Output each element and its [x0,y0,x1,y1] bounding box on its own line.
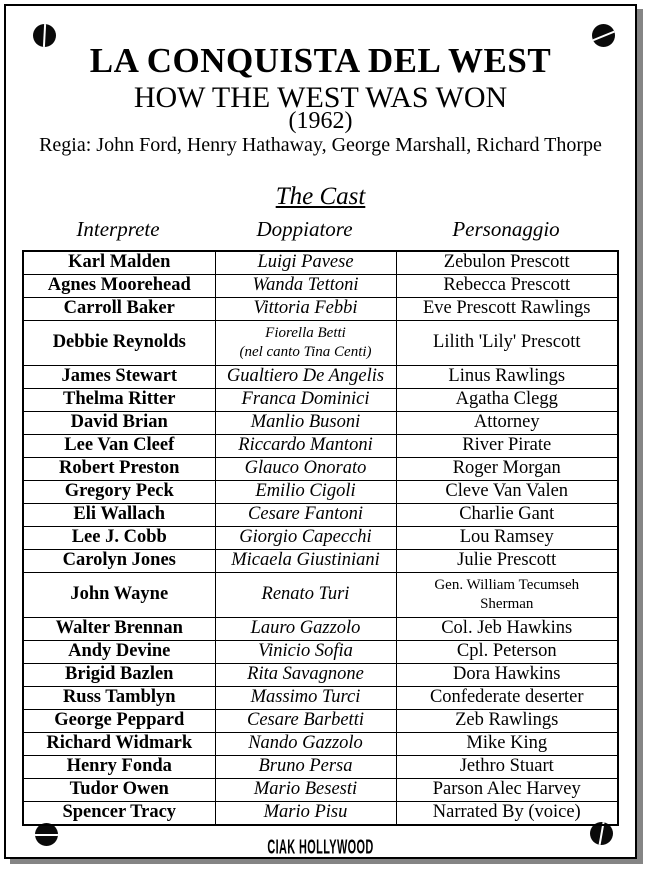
cast-cell-interprete: Tudor Owen [23,779,215,802]
cast-row [23,389,618,412]
movie-title-original: HOW THE WEST WAS WON [133,81,508,114]
column-headers [22,217,617,242]
cast-cell-interprete: Walter Brennan [23,618,215,641]
cast-row [23,504,618,527]
cast-row [23,527,618,550]
cast-cell-personaggio: Charlie Gant [396,504,618,527]
cast-cell-doppiatore: Glauco Onorato [215,458,396,481]
cast-cell-doppiatore: Vinicio Sofia [215,641,396,664]
screw-slot [35,834,58,836]
cast-cell-interprete: Carolyn Jones [23,550,215,573]
cast-cell-personaggio: Zeb Rawlings [396,710,618,733]
cast-cell-doppiatore: Renato Turi [215,573,396,618]
cast-table [22,250,619,826]
cast-row [23,641,618,664]
cast-cell-personaggio: Julie Prescott [396,550,618,573]
directors-line: Regia: John Ford, Henry Hathaway, George Marshall, Richard Thorpe [39,134,602,156]
cast-row [23,733,618,756]
cast-cell-interprete: Henry Fonda [23,756,215,779]
cast-cell-personaggio: Dora Hawkins [396,664,618,687]
cast-cell-doppiatore: Cesare Barbetti [215,710,396,733]
cast-cell-doppiatore: Micaela Giustiniani [215,550,396,573]
cast-cell-interprete: Eli Wallach [23,504,215,527]
cast-cell-doppiatore: Massimo Turci [215,687,396,710]
cast-cell-interprete: Brigid Bazlen [23,664,215,687]
cast-cell-personaggio: Lilith 'Lily' Prescott [396,321,618,366]
cast-cell-interprete: Lee Van Cleef [23,435,215,458]
cast-cell-doppiatore: Luigi Pavese [215,251,396,275]
cast-row [23,618,618,641]
cast-cell-doppiatore: Lauro Gazzolo [215,618,396,641]
cast-cell-interprete: James Stewart [23,366,215,389]
cast-cell-personaggio: Lou Ramsey [396,527,618,550]
cast-cell-interprete: Lee J. Cobb [23,527,215,550]
cast-cell-personaggio: Jethro Stuart [396,756,618,779]
cast-cell-doppiatore: Bruno Persa [215,756,396,779]
cast-cell-doppiatore: Vittoria Febbi [215,298,396,321]
cast-cell-interprete: Agnes Moorehead [23,275,215,298]
cast-cell-personaggio: Roger Morgan [396,458,618,481]
cast-row [23,802,618,826]
cast-cell-personaggio: Rebecca Prescott [396,275,618,298]
cast-cell-personaggio: Linus Rawlings [396,366,618,389]
cast-cell-interprete: John Wayne [23,573,215,618]
cast-cell-doppiatore: Nando Gazzolo [215,733,396,756]
cast-cell-doppiatore: Manlio Busoni [215,412,396,435]
cast-cell-personaggio: Eve Prescott Rawlings [396,298,618,321]
cast-cell-doppiatore: Riccardo Mantoni [215,435,396,458]
cast-cell-doppiatore: Rita Savagnone [215,664,396,687]
cast-cell-interprete: George Peppard [23,710,215,733]
cast-cell-personaggio: Col. Jeb Hawkins [396,618,618,641]
cast-cell-doppiatore: Giorgio Capecchi [215,527,396,550]
cast-row [23,481,618,504]
cast-row [23,458,618,481]
movie-title-italian: LA CONQUISTA DEL WEST [89,41,552,80]
cast-cell-interprete: Russ Tamblyn [23,687,215,710]
cast-row [23,321,618,366]
cast-cell-personaggio: Cleve Van Valen [396,481,618,504]
cast-sheet [4,4,637,859]
cast-cell-interprete: Thelma Ritter [23,389,215,412]
cast-cell-personaggio: Mike King [396,733,618,756]
cast-cell-interprete: Robert Preston [23,458,215,481]
cast-cell-doppiatore: Fiorella Betti (nel canto Tina Centi) [215,321,396,366]
cast-cell-personaggio: Cpl. Peterson [396,641,618,664]
cast-row [23,251,618,275]
cast-row [23,366,618,389]
cast-cell-personaggio: Gen. William Tecumseh Sherman [396,573,618,618]
cast-cell-personaggio: Attorney [396,412,618,435]
cast-cell-personaggio: Narrated By (voice) [396,802,618,826]
screw-bottom-left-icon [35,823,58,846]
cast-row [23,779,618,802]
cast-cell-doppiatore: Franca Dominici [215,389,396,412]
movie-year: (1962) [288,108,353,134]
cast-cell-personaggio: Confederate deserter [396,687,618,710]
cast-row [23,435,618,458]
cast-row [23,664,618,687]
cast-row [23,573,618,618]
cast-cell-doppiatore: Mario Pisu [215,802,396,826]
cast-cell-interprete: Carroll Baker [23,298,215,321]
cast-table-body [23,251,618,825]
cast-row [23,687,618,710]
cast-cell-interprete: David Brian [23,412,215,435]
cast-cell-doppiatore: Cesare Fantoni [215,504,396,527]
cast-cell-doppiatore: Emilio Cigoli [215,481,396,504]
cast-cell-personaggio: Zebulon Prescott [396,251,618,275]
cast-cell-interprete: Debbie Reynolds [23,321,215,366]
cast-row [23,550,618,573]
cast-row [23,412,618,435]
column-header-personaggio: Personaggio [452,217,560,241]
section-heading-the-cast: The Cast [275,183,366,210]
cast-row [23,275,618,298]
cast-cell-doppiatore: Gualtiero De Angelis [215,366,396,389]
cast-cell-personaggio: Agatha Clegg [396,389,618,412]
ciak-hollywood-logo: CIAK HOLLYWOOD [267,834,374,858]
cast-cell-personaggio: Parson Alec Harvey [396,779,618,802]
cast-row [23,298,618,321]
cast-cell-doppiatore: Wanda Tettoni [215,275,396,298]
cast-row [23,710,618,733]
cast-cell-doppiatore: Mario Besesti [215,779,396,802]
cast-cell-interprete: Gregory Peck [23,481,215,504]
cast-cell-interprete: Karl Malden [23,251,215,275]
cast-cell-interprete: Spencer Tracy [23,802,215,826]
cast-row [23,756,618,779]
cast-cell-interprete: Andy Devine [23,641,215,664]
cast-cell-interprete: Richard Widmark [23,733,215,756]
column-header-doppiatore: Doppiatore [256,217,353,241]
screw-slot [592,29,615,42]
cast-cell-personaggio: River Pirate [396,435,618,458]
column-header-interprete: Interprete [76,217,160,241]
